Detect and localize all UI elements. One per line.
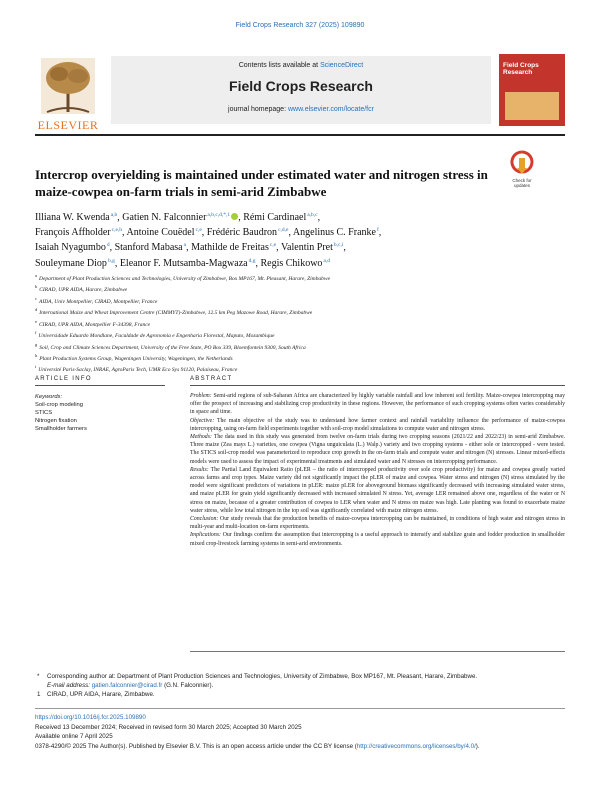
abstract-implications: Implications: Our findings confirm the assumption that intercropping is a useful approach to intensify and stabilize grain and fodder production in smallholder mixed crop-livestock farming systems in semi-arid environments.	[190, 532, 565, 547]
abstract-methods: Methods: The data used in this study was generated from twelve on-farm trials during two cropping seasons (2021/22 and 2022/23) in semi-arid Zimbabwe. Three maize (Zea mays L.) varieties, one cowpea (Vigna unguiculata (L.) Walp.) variety and two cropping systems - either sole or intercropped - were tested. The STICS soil-crop model was parameterized to reproduce crop growth in the on-farm trials and compute water and nitrogen (N) stresses. Linear mixed-effects models were used to assess the impact of experimental treatments and simulated water and N stresses on intercropping performance.	[190, 434, 565, 465]
author-list	[35, 209, 565, 270]
keywords-block	[35, 393, 155, 433]
journal-title: Field Crops Research	[229, 78, 373, 94]
license-line: 0378-4290/© 2025 The Author(s). Published by Elsevier B.V. This is an open access article under the CC BY license (http://creativecommons.org/licenses/by/4.0/).	[35, 742, 480, 750]
doi-link[interactable]: https://doi.org/10.1016/j.fcr.2025.109890	[35, 714, 146, 721]
affiliation-list	[35, 272, 565, 375]
author-8[interactable]: Isaiah Nyagumbo$^d$,	[35, 242, 115, 254]
keyword-item: Smallholder farmers	[35, 426, 87, 432]
email-label: E-mail address:	[47, 682, 90, 689]
check-for-updates-label[interactable]: Check for updates	[512, 178, 532, 188]
author-4[interactable]: François Affholder$^{c,e,h}$,	[35, 227, 127, 239]
keyword-item: Soil-crop modeling	[35, 402, 84, 408]
journal-masthead	[35, 54, 565, 132]
license-link[interactable]: http://creativecommons.org/licenses/by/4.0/	[356, 742, 476, 750]
author-1[interactable]: Illiana W. Kwenda$^{a,b}$,	[35, 212, 123, 223]
author-12[interactable]: Souleymane Diop$^{b,g}$,	[35, 257, 120, 269]
check-for-updates-icon[interactable]	[510, 150, 534, 178]
author-13[interactable]: Eleanor F. Mutsamba-Magwaza$^{d,g}$,	[119, 257, 261, 269]
footer-rule	[35, 708, 565, 709]
cover-title: Field Crops Research	[503, 62, 539, 77]
contents-line	[111, 62, 491, 69]
abstract-problem: Problem: Semi-arid regions of sub-Saharan Africa are characterized by highly variable rainfall and low inherent soil fertility. Maize-cowpea intercropping may offer the prospect of increasing and stabilizing crop productivity in these regions. However, the performance of such cropping systems often varies considerably in space and time.	[190, 393, 565, 416]
abstract-body	[190, 392, 565, 548]
affiliation-item: $^h$Plant Production Systems Group, Wageningen University, Wageningen, the Netherlands	[35, 352, 233, 362]
author-14[interactable]: Regis Chikowo$^{a,d}$	[260, 257, 330, 269]
article-info-rule	[35, 385, 165, 386]
journal-cover	[499, 54, 565, 126]
author-5[interactable]: Antoine Couëdel$^{c,e}$,	[126, 227, 207, 239]
article-title: Intercrop overyielding is maintained under estimated water and nitrogen stress in maize-cowpea on-farm trials in semi-arid Zimbabwe	[35, 167, 488, 199]
author-11[interactable]: Valentin Pret$^{b,c,i}$,	[280, 242, 346, 254]
author-9[interactable]: Stanford Mabasa$^a$,	[114, 242, 192, 254]
journal-reference: Field Crops Research 327 (2025) 109890	[235, 22, 365, 29]
abstract-objective: Objective: The main objective of the study was to understand how farmer context and rainfall variability influence the performance of maize-cowpea intercropping, using on-farm field experiments together with soil-crop model simulations to compute water and nitrogen stress.	[190, 417, 565, 432]
publication-info	[35, 713, 565, 751]
abstract-rule	[190, 385, 565, 386]
affiliation-item: $^d$International Maize and Wheat Improvement Centre (CIMMYT)-Zimbabwe, 12.5 km Peg Mazowe Road, Harare, Zimbabwe	[35, 307, 313, 317]
contents-prefix: Contents lists available at	[238, 62, 321, 69]
abstract-conclusion: Conclusion: Our study reveals that the production benefits of maize-cowpea intercropping can be maintained, in conditions of high water and nitrogen stress in multi-year and multi-location on-farm experiments.	[190, 516, 565, 531]
author-2[interactable]: Gatien N. Falconnier$^{a,b,c,d,*,1}$ ,	[122, 212, 244, 223]
received-dates: Received 13 December 2024; Received in revised form 30 March 2025; Accepted 30 March 2025	[35, 723, 302, 731]
cover-image	[505, 92, 559, 120]
keywords-label: Keywords:	[35, 394, 63, 400]
online-date: Available online 7 April 2025	[35, 733, 113, 741]
affiliation-item: $^i$Université Paris-Saclay, INRAE, AgroParis Tech, UMR Eco Sys 91120, Palaiseau, France	[35, 364, 238, 374]
footnotes	[35, 672, 565, 699]
article-info-heading: ARTICLE INFO	[35, 376, 92, 382]
keyword-item: Nitrogen fixation	[35, 418, 77, 424]
journal-info-box	[111, 56, 491, 124]
homepage-line	[111, 106, 491, 113]
corresponding-author-note: * Corresponding author at: Department of Plant Production Sciences and Technologies, University of Zimbabwe, Box MP167, Mt. Pleasant, Harare, Zimbabwe. E-mail address: gatien.falconnier@cirad.fr (G.N. Falconnier).	[37, 673, 478, 689]
masthead-rule	[35, 134, 565, 136]
sciencedirect-link[interactable]: ScienceDirect	[320, 62, 364, 69]
affiliation-item: $^g$Soil, Crop and Climate Sciences Department, University of the Free State, PO Box 339, Bloemfontein 9300, South Africa	[35, 341, 306, 351]
affiliation-item: $^b$CIRAD, UPR AIDA, Harare, Zimbabwe	[35, 284, 128, 294]
abstract-results: Results: The Partial Land Equivalent Ratio (pLER – the ratio of intercropped productivity over sole crop productivity) for maize and cowpea greatly varied across farms and crop types. Maize variety did not significantly impact the pLER of maize and cowpea. Water stress and nitrogen (N) stress simulated by the model were significant predictors of variations in pLER: maize pLER for aboveground biomass significantly decreased with increasing simulated water stress, and maize pLER for grain yield significantly decreased with increased simulated N stress. Yet, average LER remained above one, regardless of the water or N stress on maize, because of a greater contribution of cowpea to LER when water and N stress on maize was high. Late planting was found to exacerbate maize water stress, while low total nitrogen in the top soil was significantly correlated with maize nitrogen stress.	[190, 466, 565, 514]
homepage-prefix: journal homepage:	[228, 106, 288, 113]
author-3[interactable]: Rémi Cardinael$^{a,b,c}$,	[243, 212, 321, 223]
affiliation-item: $^e$CIRAD, UPR AIDA, Montpellier F-34398, France	[35, 318, 151, 328]
journal-homepage-link[interactable]: www.elsevier.com/locate/fcr	[287, 106, 374, 113]
affiliation-item: $^a$Department of Plant Production Sciences and Technologies, University of Zimbabwe, Box MP167, Mt. Pleasant, Harare, Zimbabwe	[35, 273, 331, 282]
abstract-end-rule	[190, 651, 565, 652]
footnote-1: 1 CIRAD, UPR AIDA, Harare, Zimbabwe.	[37, 691, 155, 698]
author-7[interactable]: Angelinus C. Franke$^f$,	[292, 227, 382, 239]
abstract-heading: ABSTRACT	[190, 376, 233, 382]
keyword-item: STICS	[35, 410, 53, 416]
affiliation-item: $^c$AIDA, Univ Montpellier, CIRAD, Montpellier, France	[35, 295, 158, 305]
publisher-name: ELSEVIER	[37, 118, 99, 132]
author-6[interactable]: Frédéric Baudron$^{c,d,e}$,	[206, 227, 293, 239]
affiliation-item: $^f$Universidade Eduardo Mondlane, Faculdade de Agronomia e Engenharia Florestal, Maputo, Mozambique	[35, 330, 275, 339]
email-link[interactable]: gatien.falconnier@cirad.fr	[91, 682, 163, 689]
author-10[interactable]: Mathilde de Freitas$^{c,e}$,	[191, 242, 281, 254]
